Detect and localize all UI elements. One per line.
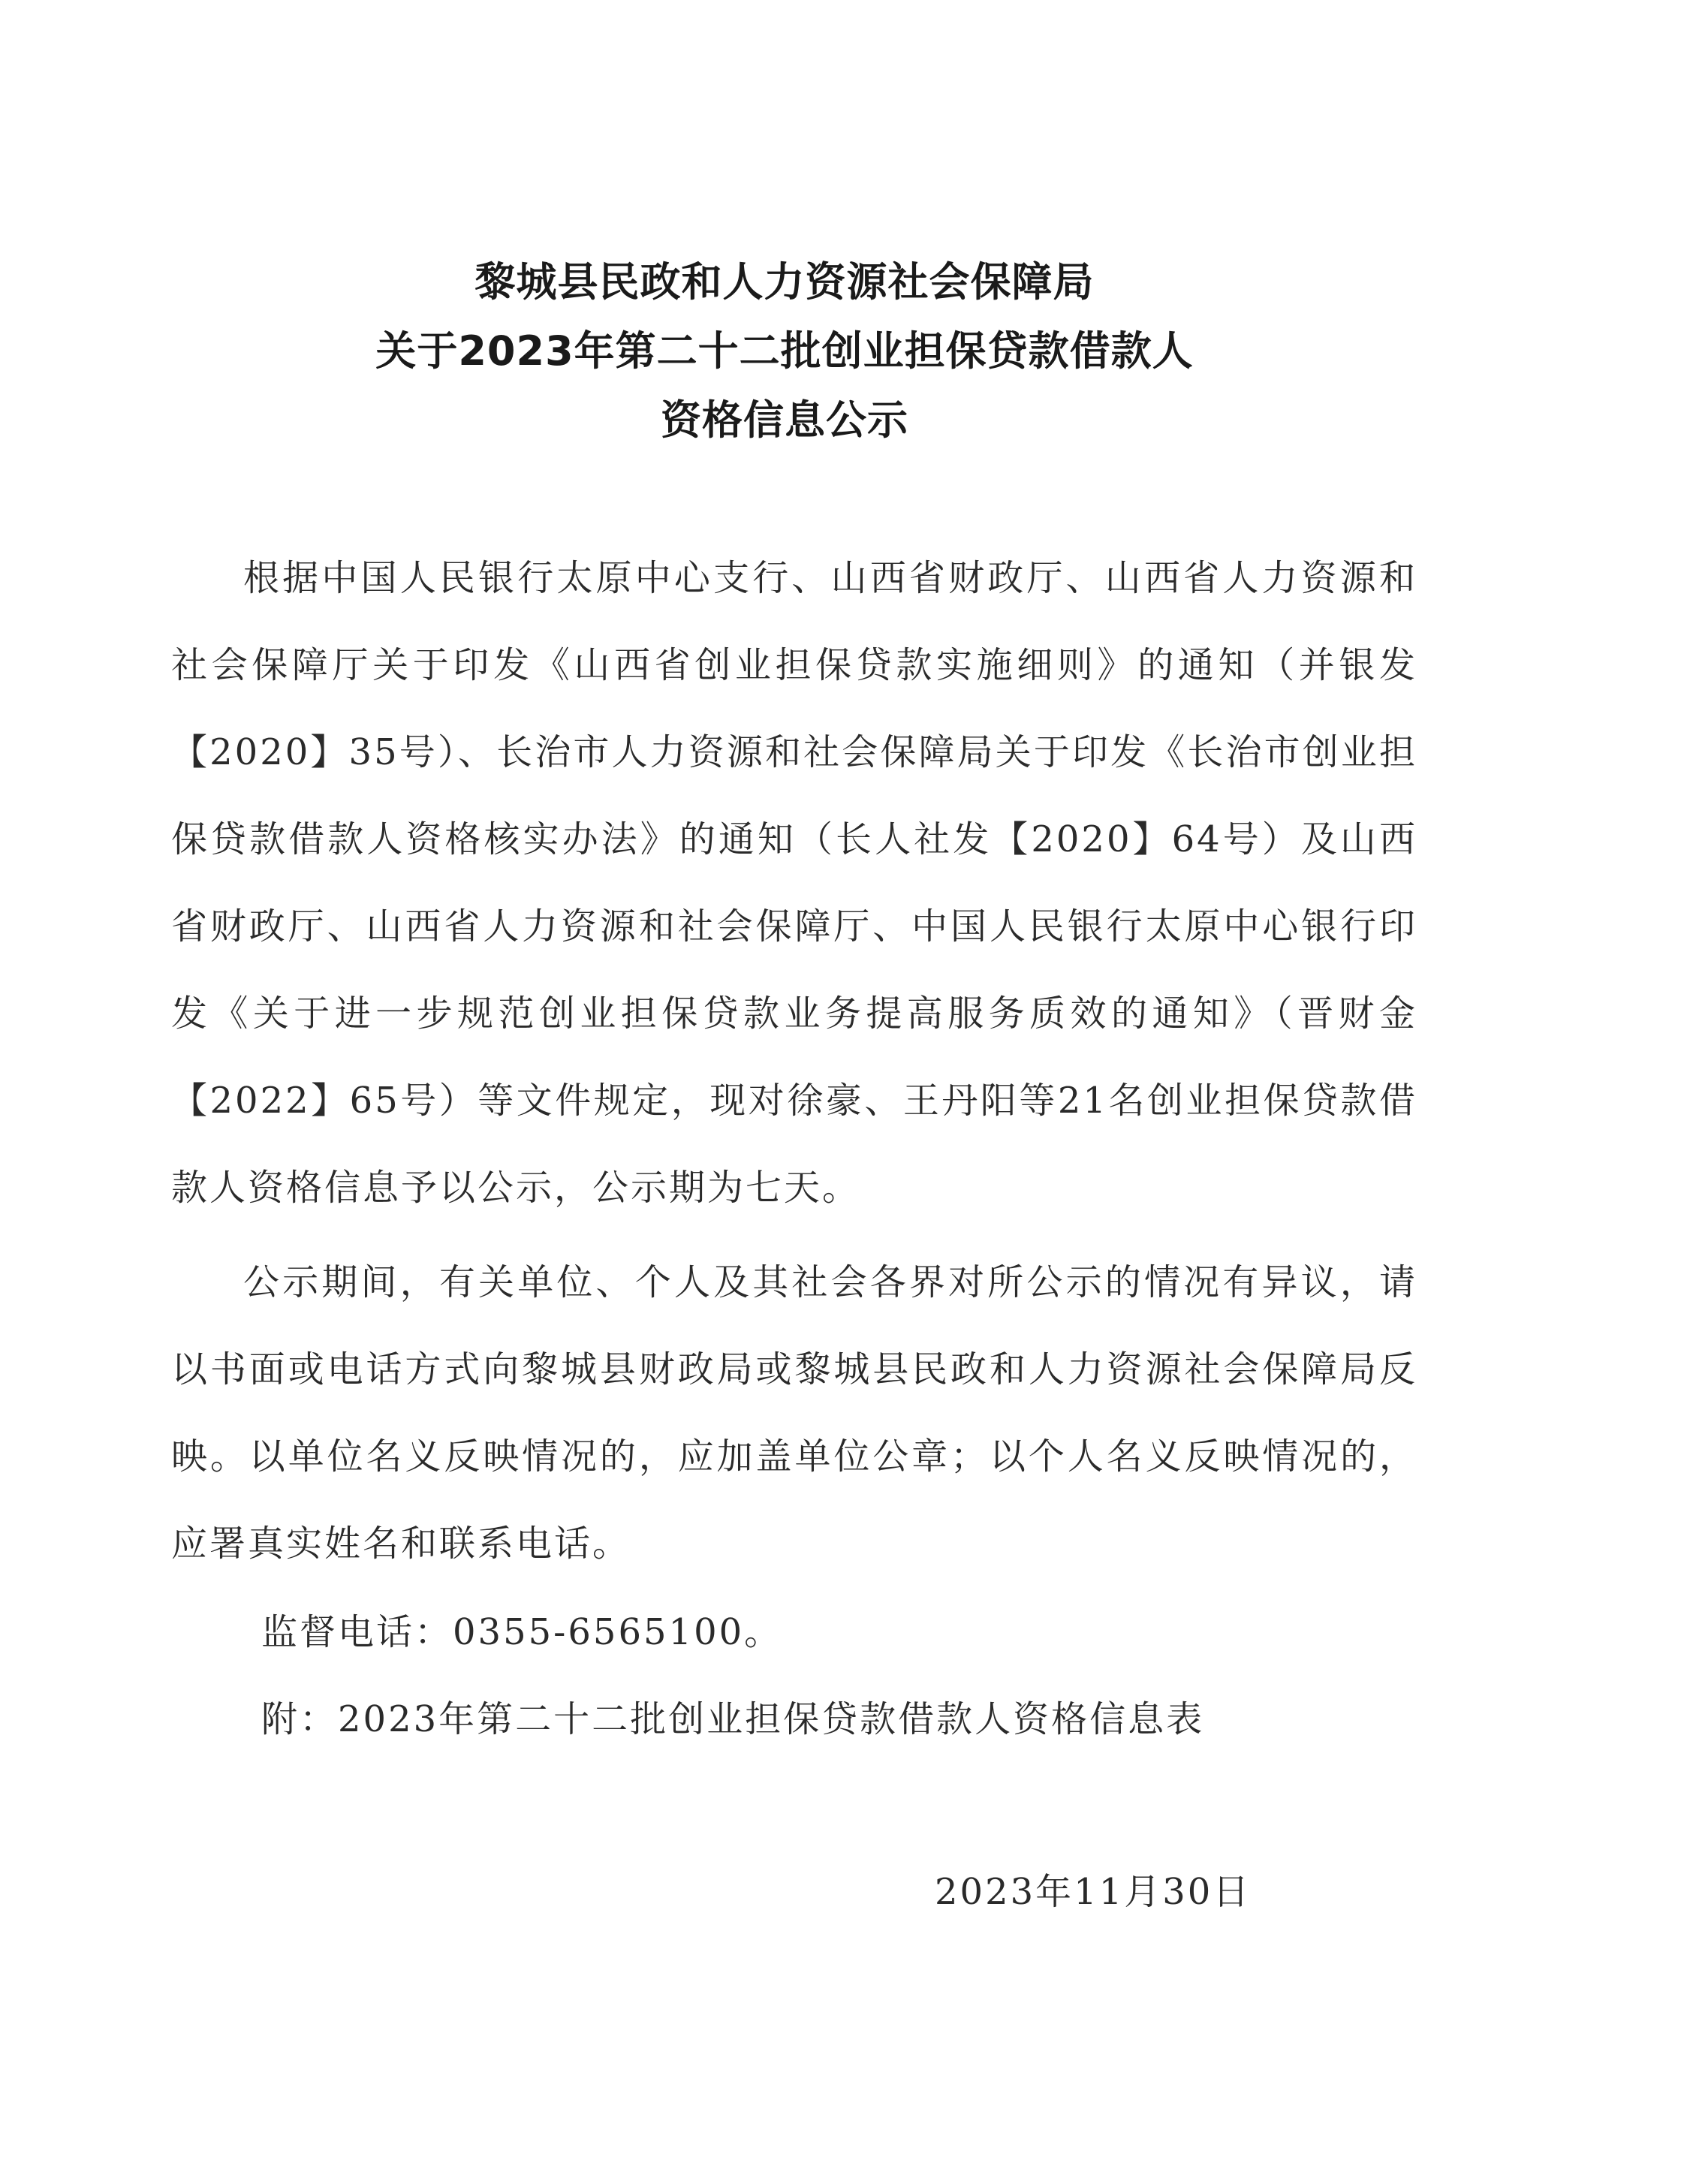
paragraph-legal-basis: 根据中国人民银行太原中心支行、山西省财政厅、山西省人力资源和社会保障厅关于印发《山西省创业担保贷款实施细则》的通知（并银发【2020】35号）、长治市人力资源和社会保障局关于印发《长治市创业担保贷款借款人资格核实办法》的通知（长人社发【2020】64号）及山西省财政厅、山西省人力资源和社会保障厅、中国人民银行太原中心银行印发《关于进一步规范创业担保贷款业务提高服务质效的通知》（晋财金【2022】65号）等文件规定，现对徐豪、王丹阳等21名创业担保贷款借款人资格信息予以公示，公示期为七天。 [171,557,1417,1209]
supervision-phone: 监督电话：0355-6565100。 [261,1611,783,1653]
title-line-3: 资格信息公示 [661,396,908,444]
document-date: 2023年11月30日 [935,1871,1252,1913]
title-line-2: 关于2023年第二十二批创业担保贷款借款人 [375,327,1194,375]
title-line-1: 黎城县民政和人力资源社会保障局 [474,258,1095,306]
paragraph-objection-notice: 公示期间，有关单位、个人及其社会各界对所公示的情况有异议，请以书面或电话方式向黎城县财政局或黎城县民政和人力资源社会保障局反映。以单位名义反映情况的，应加盖单位公章；以个人名义反映情况的，应署真实姓名和联系电话。 [171,1261,1417,1565]
document-title [0,248,1693,455]
attachment-note: 附：2023年第二十二批创业担保贷款借款人资格信息表 [261,1698,1205,1740]
